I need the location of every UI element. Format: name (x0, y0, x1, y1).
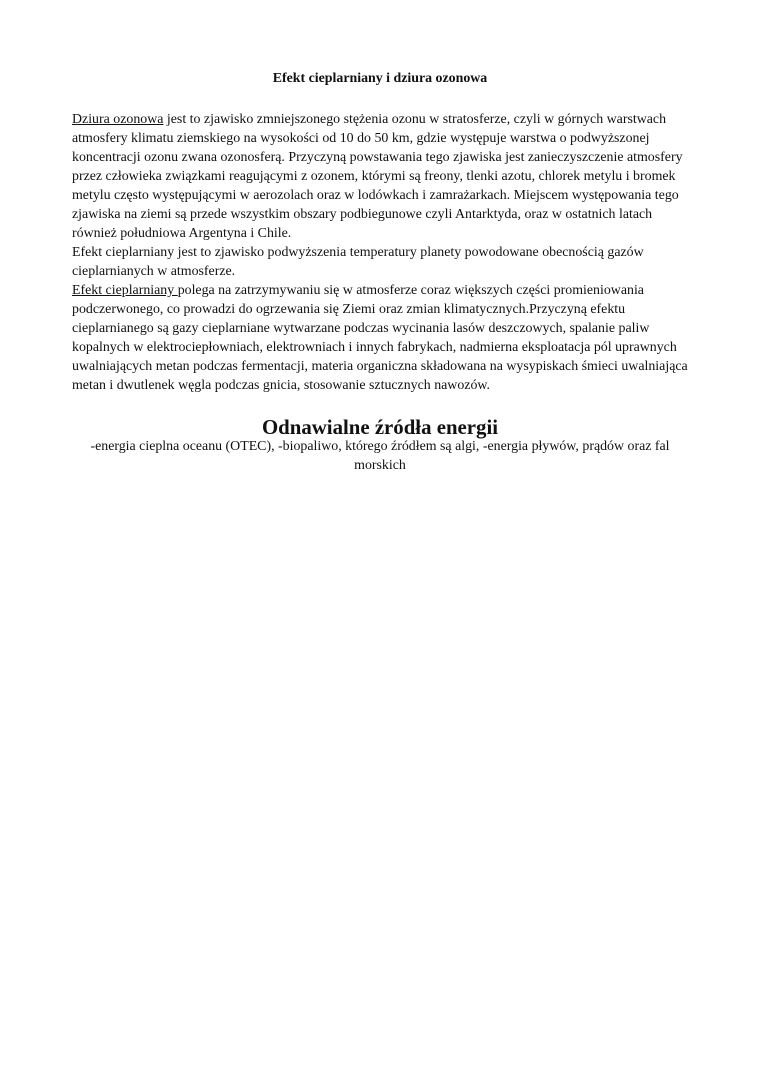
paragraph-greenhouse-mechanism-text: polega na zatrzymywaniu się w atmosferze coraz większych części promieniowania podczerwonego, co prowadzi do ogrzewania się Ziemi oraz zmian klimatycznych.Przyczyną efektu cieplarnianego są gazy cieplarniane wytwarzane podczas wycinania lasów deszczowych, spalanie paliw kopalnych w elektrociepłowniach, elektrowniach i innych fabrykach, nadmierna eksploatacja pól uprawnych uwalniających metan podczas fermentacji, materia organiczna składowana na wysypiskach śmieci uwalniająca metan i dwutlenek węgla podczas gnicia, stosowanie sztucznych nawozów. (72, 283, 688, 393)
term-ozone-hole: Dziura ozonowa (72, 112, 164, 127)
paragraph-ozone-hole (72, 110, 692, 243)
renewables-list: -energia cieplna oceanu (OTEC), -biopaliwo, którego źródłem są algi, -energia pływów, prądów oraz fal morskich (90, 439, 670, 473)
document-body (72, 110, 692, 395)
term-greenhouse-effect: Efekt cieplarniany (72, 283, 178, 298)
document-title: Efekt cieplarniany i dziura ozonowa (272, 71, 488, 86)
renewables-heading: Odnawialne źródła energii (261, 415, 499, 439)
paragraph-greenhouse-definition: Efekt cieplarniany jest to zjawisko podwyższenia temperatury planety powodowane obecnością gazów cieplarnianych w atmosferze. (72, 245, 644, 279)
paragraph-greenhouse-mechanism (72, 281, 692, 395)
paragraph-ozone-hole-text: jest to zjawisko zmniejszonego stężenia ozonu w stratosferze, czyli w górnych warstwach atmosfery klimatu ziemskiego na wysokości od 10 do 50 km, gdzie występuje warstwa o podwyższonej koncentracji ozonu zwana ozonosferą. Przyczyną powstawania tego zjawiska jest zanieczyszczenie atmosfery przez człowieka związkami reagującymi z ozonem, którymi są freony, tlenki azotu, chlorek metylu i bromek metylu często występującymi w aerozolach oraz w lodówkach i zamrażarkach. Miejscem występowania tego zjawiska na ziemi są przede wszystkim obszary podbiegunowe czyli Antarktyda, oraz w ostatnich latach również południowa Argentyna i Chile. (72, 112, 683, 241)
